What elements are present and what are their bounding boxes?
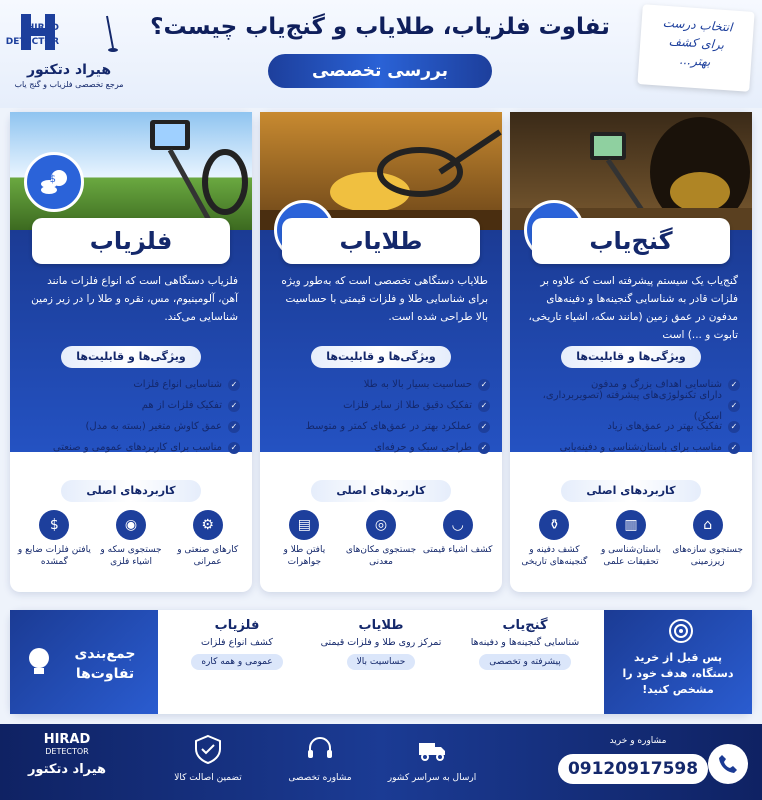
app-item: ⌂ جستجوی سازه‌های زیرزمینی <box>671 510 745 586</box>
feature-item: ✓ تفکیک فلزات از هم <box>24 395 240 416</box>
advice-line: مشخص کنید! <box>642 683 714 696</box>
footer-brand-en-bottom: DETECTOR <box>45 747 89 756</box>
app-item: $ یافتن فلزات ضایع و گمشده <box>17 510 91 586</box>
footer-service: تضمین اصالت کالا <box>160 734 256 783</box>
logo-en-bottom: DETECTOR <box>5 37 59 47</box>
features-title: ویژگی‌ها و قابلیت‌ها <box>61 346 201 368</box>
phone-contact[interactable] <box>558 736 750 788</box>
column-icon: ▥ <box>616 510 646 540</box>
app-item: ▤ یافتن طلا و جواهرات <box>267 510 341 586</box>
column-description: گنج‌یاب یک سیستم پیشرفته است که علاوه بر فلزات قادر به شناسایی گنجینه‌ها و دفینه‌های مدفون در عمق زمین (مانند سکه، اشیاء تاریخی، تابوت و ...) است <box>528 275 738 341</box>
column-metal-detector <box>10 112 252 592</box>
summary-item-text: شناسایی گنجینه‌ها و دفینه‌ها <box>470 637 580 648</box>
check-icon: ✓ <box>728 379 740 391</box>
check-icon: ✓ <box>228 421 240 433</box>
summary-title: تفاوت‌ها <box>75 666 135 682</box>
summary-item-name: گنج‌یاب <box>502 618 548 633</box>
gold-icon: ▤ <box>289 510 319 540</box>
summary-section <box>10 610 752 714</box>
apps-row <box>266 510 496 586</box>
logo-mark-icon <box>5 10 119 54</box>
summary-title: جمع‌بندی <box>74 646 136 662</box>
footer-brand[interactable] <box>12 732 122 777</box>
summary-item-name: طلایاب <box>358 618 404 633</box>
vase-icon: ⚱ <box>539 510 569 540</box>
gear-icon: ⚙ <box>193 510 223 540</box>
brand-tagline: مرجع تخصصی فلزیاب و گنج یاب <box>14 80 124 89</box>
apps-row <box>16 510 246 586</box>
logo-en-top: HIRAD <box>26 23 59 33</box>
page-title: تفاوت فلزیاب، طلایاب و گنج‌یاب چیست؟ <box>150 14 610 40</box>
app-item: ▥ باستان‌شناسی و تحقیقات علمی <box>594 510 668 586</box>
sticky-note <box>637 4 754 92</box>
column-description: طلایاب دستگاهی تخصصی است که به‌طور ویژه برای شناسایی طلا و فلزات قیمتی با حساسیت بالا طراحی شده است. <box>281 275 488 323</box>
feature-item: ✓ تفکیک بهتر در عمق‌های زیاد <box>524 416 740 437</box>
check-icon: ✓ <box>478 421 490 433</box>
column-title: طلایاب <box>282 218 480 264</box>
app-item: ⚙ کارهای صنعتی و عمرانی <box>171 510 245 586</box>
column-treasure-detector <box>510 112 752 592</box>
check-icon: ✓ <box>228 379 240 391</box>
shield-check-icon <box>193 734 223 764</box>
summary-item-name: فلزیاب <box>214 618 260 633</box>
lightbulb-icon <box>26 646 52 678</box>
check-icon: ✓ <box>728 421 740 433</box>
ring-icon: ◎ <box>366 510 396 540</box>
summary-item-text: کشف انواع فلزات <box>201 637 273 648</box>
target-icon <box>668 618 694 644</box>
summary-item-pill: عمومی و همه کاره <box>191 654 282 670</box>
app-item: ◎ جستجوی مکان‌های معدنی <box>344 510 418 586</box>
app-item: ⚱ کشف دفینه و گنجینه‌های تاریخی <box>517 510 591 586</box>
footer-service: ارسال به سراسر کشور <box>384 734 480 783</box>
check-icon: ✓ <box>728 442 740 454</box>
necklace-icon: ◡ <box>443 510 473 540</box>
note-line: انتخاب درست <box>662 15 733 35</box>
note-line: برای کشف <box>668 34 725 52</box>
column-gold-detector <box>260 112 502 592</box>
column-description: فلزیاب دستگاهی است که انواع فلزات مانند آهن، آلومینیوم، مس، نقره و طلا را در زیر زمین شناسایی می‌کند. <box>31 275 238 323</box>
summary-item-pill: پیشرفته و تخصصی <box>479 654 571 670</box>
phone-number[interactable]: 09120917598 <box>558 754 708 784</box>
check-icon: ✓ <box>228 442 240 454</box>
brand-logo[interactable] <box>5 10 128 100</box>
features-list <box>274 374 490 458</box>
summary-item-text: تمرکز روی طلا و فلزات قیمتی <box>320 637 442 648</box>
footer <box>0 724 762 800</box>
feature-item: ✓ دارای تکنولوژی‌های پیشرفته (تصویربرداری، اسکن) <box>524 395 740 416</box>
summary-item-metal <box>162 618 312 670</box>
check-icon: ✓ <box>478 442 490 454</box>
column-title: گنج‌یاب <box>532 218 730 264</box>
features-title: ویژگی‌ها و قابلیت‌ها <box>311 346 451 368</box>
summary-item-pill: حساسیت بالا <box>347 654 416 670</box>
feature-item: ✓ مناسب برای باستان‌شناسی و دفینه‌یابی <box>524 437 740 458</box>
summary-title-panel <box>10 610 158 714</box>
check-icon: ✓ <box>478 400 490 412</box>
features-title: ویژگی‌ها و قابلیت‌ها <box>561 346 701 368</box>
apps-row <box>516 510 746 586</box>
advice-line: دستگاه، هدف خود را <box>622 667 734 680</box>
feature-item: ✓ شناسایی اهداف بزرگ و مدفون <box>524 374 740 395</box>
tunnel-icon: ⌂ <box>693 510 723 540</box>
features-list <box>524 374 740 458</box>
footer-brand-fa: هیراد دتکتور <box>27 762 107 777</box>
advice-panel <box>604 610 752 714</box>
money-icon: $ <box>39 510 69 540</box>
summary-item-gold <box>306 618 456 670</box>
feature-item: ✓ عمق کاوش متغیر (بسته به مدل) <box>24 416 240 437</box>
brand-name: هیراد دتکتور <box>26 62 112 78</box>
truck-icon <box>417 734 447 764</box>
check-icon: ✓ <box>228 400 240 412</box>
phone-label: مشاوره و خرید <box>609 736 667 746</box>
check-icon: ✓ <box>728 400 740 412</box>
apps-title: کاربردهای اصلی <box>561 480 701 502</box>
feature-item: ✓ مناسب برای کاربردهای عمومی و صنعتی <box>24 437 240 458</box>
feature-item: ✓ حساسیت بسیار بالا به طلا <box>274 374 490 395</box>
footer-service: مشاوره تخصصی <box>272 734 368 783</box>
feature-item: ✓ عملکرد بهتر در عمق‌های کمتر و متوسط <box>274 416 490 437</box>
header <box>0 0 762 108</box>
coin-icon: ◉ <box>116 510 146 540</box>
advice-line: پس قبل از خرید <box>633 651 723 664</box>
feature-item: ✓ تفکیک دقیق طلا از سایر فلزات <box>274 395 490 416</box>
subtitle-ribbon: بررسی تخصصی <box>268 54 492 88</box>
svg-text:$: $ <box>49 174 56 185</box>
check-icon: ✓ <box>478 379 490 391</box>
headset-icon <box>305 734 335 764</box>
feature-item: ✓ طراحی سبک و حرفه‌ای <box>274 437 490 458</box>
apps-title: کاربردهای اصلی <box>311 480 451 502</box>
app-item: ◉ جستجوی سکه و اشیاء فلزی <box>94 510 168 586</box>
apps-title: کاربردهای اصلی <box>61 480 201 502</box>
coins-icon <box>24 152 84 212</box>
column-title: فلزیاب <box>32 218 230 264</box>
features-list <box>24 374 240 458</box>
app-item: ◡ کشف اشیاء قیمتی <box>421 510 495 586</box>
footer-brand-en-top: HIRAD <box>43 732 91 747</box>
feature-item: ✓ شناسایی انواع فلزات <box>24 374 240 395</box>
phone-icon[interactable] <box>708 744 748 784</box>
summary-item-treasure <box>450 618 600 670</box>
note-line: بهتر... <box>679 52 711 70</box>
